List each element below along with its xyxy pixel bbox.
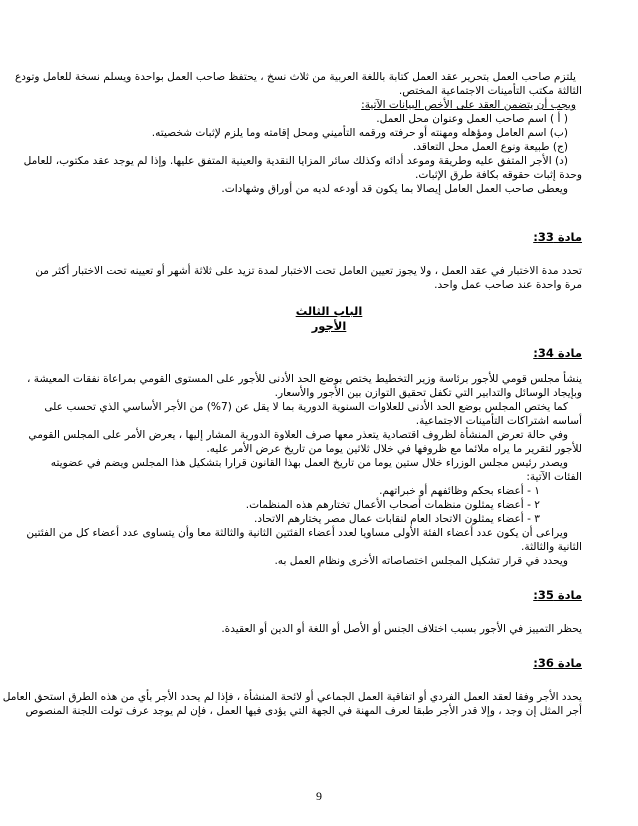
chapter-subtitle: الأجور [311, 319, 347, 333]
article-heading: مادة 34: [533, 346, 582, 360]
article-line: أجر المثل إن وجد ، وإلا قدر الأجر طبقا لعرف المهنة في الجهة التي يؤدى فيها العمل ، فإن لم يوجد عرف تولت اللجنة المنصوص [25, 705, 582, 717]
article-line: ويحدد في قرار تشكيل المجلس اختصاصاته الأخرى ونظام العمل به. [274, 555, 568, 567]
article-heading: مادة 36: [533, 656, 582, 670]
article-heading: مادة 35: [533, 588, 582, 602]
intro-block [14, 70, 582, 196]
article-line: للأجور لتقرير ما يراه ملائما مع ظروفها في خلال ثلاثين يوما من تاريخ عرض الأمر عليه. [206, 443, 582, 455]
list-item: ١ - أعضاء بحكم وظائفهم أو خبراتهم. [379, 485, 540, 497]
intro-line: وحدة إثبات حقوقه بكافة طرق الإثبات. [415, 169, 582, 181]
article-line: مرة واحدة عند صاحب عمل واحد. [434, 279, 582, 291]
page-number: 9 [316, 789, 322, 803]
article-line: وفي حالة تعرض المنشأة لظروف اقتصادية يتعذر معها صرف العلاوة الدورية المشار إليها ، يعرض الأمر على المجلس القومي [28, 429, 568, 441]
article-line: وبإيجاد الوسائل والتدابير التي تكفل تحقيق التوازن بين الأجور والأسعار. [274, 387, 582, 399]
article-line: ويصدر رئيس مجلس الوزراء خلال ستين يوما من تاريخ العمل بهذا القانون قرارا بتشكيل هذا المجلس ويضم في عضويته [50, 457, 568, 469]
article-36 [2, 656, 582, 718]
article-line: تحدد مدة الاختبار في عقد العمل ، ولا يجوز تعيين العامل تحت الاختبار لمدة تزيد على ثلاثة أشهر أو تعيينه تحت الاختبار أكثر من [35, 265, 582, 277]
article-line: كما يختص المجلس بوضع الحد الأدنى للعلاوات السنوية الدورية بما لا يقل عن (7%) من الأجر الأساسي الذي تحسب على [44, 401, 568, 413]
list-item: (د) الأجر المتفق عليه وطريقة وموعد أدائه وكذلك سائر المزايا النقدية والعينية المتفق عليها. وإذا لم يوجد عقد مكتوب، للعامل [23, 155, 568, 167]
article-35 [76, 588, 582, 636]
intro-line: ويجب أن يتضمن العقد على الأخص البيانات الآتية: [361, 99, 576, 111]
list-item: ٢ - أعضاء يمثلون منظمات أصحاب الأعمال تختارهم هذه المنظمات. [245, 499, 540, 511]
list-item: ( أ ) اسم صاحب العمل وعنوان محل العمل. [376, 113, 568, 125]
list-item: (ب) اسم العامل ومؤهله ومهنته أو حرفته ورقمه التأميني ومحل إقامته وما يلزم لإثبات شخصيته. [151, 127, 568, 139]
article-line: ويراعى أن يكون عدد أعضاء الفئة الأولى مساويا لعدد أعضاء الفئتين الثانية والثالثة معا وأن يتساوى عدد أعضاء كل من الفئتين [26, 527, 568, 539]
article-line: أساسه اشتراكات التأمينات الاجتماعية. [415, 415, 582, 427]
document-page [2, 70, 582, 718]
article-line: ينشأ مجلس قومي للأجور برئاسة وزير التخطيط يختص بوضع الحد الأدنى للأجور على المستوى القومي بمراعاة نفقات المعيشة ، [27, 373, 582, 385]
list-item: ٣ - أعضاء يمثلون الاتحاد العام لنقابات عمال مصر يختارهم الاتحاد. [254, 513, 540, 525]
intro-line: الثالثة مكتب التأمينات الاجتماعية المختص. [398, 85, 582, 97]
chapter-heading [76, 304, 582, 334]
article-line: الفئات الآتية: [526, 471, 582, 483]
article-heading: مادة 33: [533, 230, 582, 244]
article-line: يحظر التمييز في الأجور بسبب اختلاف الجنس أو الأصل أو اللغة أو الدين أو العقيدة. [221, 623, 582, 635]
article-line: الثانية والثالثة. [521, 541, 582, 553]
article-line: يحدد الأجر وفقا لعقد العمل الفردي أو اتفاقية العمل الجماعي أو لائحة المنشأة ، فإذا لم يحدد الأجر بأي من هذه الطرق استحق العامل [2, 691, 582, 703]
intro-line: يلتزم صاحب العمل بتحرير عقد العمل كتابة باللغة العربية من ثلاث نسخ ، يحتفظ صاحب العمل بواحدة ويسلم نسخة للعامل وتودع [14, 71, 576, 83]
intro-line: ويعطى صاحب العمل العامل إيصالا بما يكون قد أودعه لديه من أوراق وشهادات. [221, 183, 568, 195]
chapter-title: الباب الثالث [295, 304, 363, 318]
list-item: (ج) طبيعة ونوع العمل محل التعاقد. [412, 141, 568, 153]
article-34 [26, 346, 582, 568]
article-33 [35, 230, 582, 292]
